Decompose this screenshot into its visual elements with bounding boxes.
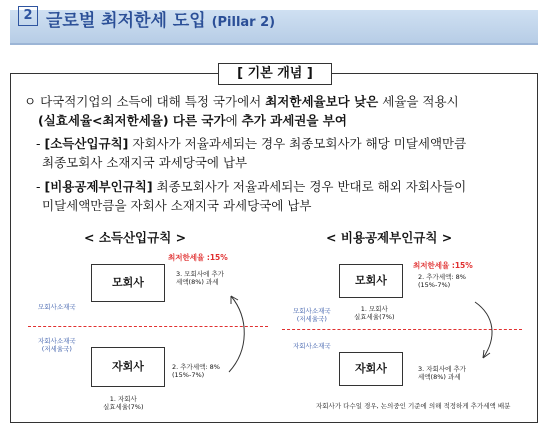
right-parent-country-1: 모회사소재국: [293, 307, 331, 315]
rule-text: 최종모회사가 저율과세되는 경우 반대로 해외 자회사들이: [152, 179, 467, 194]
right-parent-country: [293, 307, 331, 323]
dash-marker: -: [36, 179, 41, 194]
left-child-note-1: 2. 추가세액: 8%: [172, 363, 220, 371]
right-parent-note-1: 2. 추가세액: 8%: [418, 273, 466, 281]
concept-label: [ 기본 개념 ]: [218, 63, 332, 85]
right-parent-rate: [354, 305, 395, 321]
rule-item-2-line-2: 미달세액만큼을 자회사 소재지국 과세당국에 납부: [42, 198, 312, 213]
left-child-country-1: 자회사소재국: [38, 337, 76, 345]
left-child-rate-2: 실효세율(7%): [103, 403, 144, 412]
right-child-country: 자회사소재국: [293, 342, 331, 350]
rule-title: [소득산입규칙]: [44, 136, 129, 151]
left-child-rate: [103, 395, 144, 411]
right-min-rate: 최저한세율 :15%: [413, 261, 473, 270]
bullet-marker: ㅇ: [24, 94, 37, 109]
left-min-rate: 최저한세율 :15%: [168, 253, 228, 262]
rule-item-1-line-2: 최종모회사 소재지국 과세당국에 납부: [42, 155, 248, 170]
left-parent-note-1: 3. 모회사에 추가: [176, 270, 225, 278]
section-title-text: 글로벌 최저한세 도입: [46, 11, 206, 31]
left-parent-note-2: 세액(8%) 과세: [176, 278, 219, 287]
rule-item-1: [36, 134, 466, 152]
right-parent-note: [418, 273, 466, 289]
bullet-emphasis: (실효세율<최저한세율) 다른 국가: [38, 113, 226, 128]
bullet-emphasis: 최저한세율보다 낮은: [265, 94, 379, 109]
right-parent-note-2: (15%-7%): [418, 281, 451, 290]
right-child-box: 자회사: [339, 352, 403, 386]
bullet-emphasis: 추가 과세권을 부여: [241, 113, 347, 128]
left-arrow-up-icon: [215, 290, 255, 380]
right-parent-rate-1: 1. 모회사: [360, 305, 388, 313]
left-diagram-title: < 소득산입규칙 >: [84, 230, 187, 245]
bullet-text: 세율을 적용시: [378, 94, 459, 109]
right-child-note-2: 세액(8%) 과세: [418, 373, 461, 382]
right-child-note: [418, 365, 466, 381]
right-parent-country-2: (저세율국): [296, 315, 327, 324]
right-arrow-down-icon: [465, 298, 505, 364]
bullet-text: 다국적기업의 소득에 대해 특정 국가에서: [40, 94, 266, 109]
bullet-line-2: [38, 111, 347, 129]
left-child-country-2: (저세율국): [41, 345, 72, 354]
right-child-note-1: 3. 자회사에 추가: [418, 365, 467, 373]
rule-title: [비용공제부인규칙]: [44, 179, 153, 194]
left-child-note: [172, 363, 220, 379]
section-title: [46, 6, 275, 31]
rule-item-2: [36, 177, 466, 195]
right-footnote: 자회사가 다수일 경우, 논의중인 기준에 의해 적정하게 추가세액 배분: [316, 402, 511, 410]
left-child-rate-1: 1. 자회사: [109, 395, 137, 403]
dash-marker: -: [36, 136, 41, 151]
right-parent-box: 모회사: [339, 264, 403, 298]
left-parent-box: 모회사: [91, 264, 165, 302]
left-child-box: 자회사: [91, 347, 165, 387]
bullet-text: 에: [225, 113, 242, 128]
left-parent-country: 모회사소재국: [38, 303, 76, 311]
right-parent-rate-2: 실효세율(7%): [354, 313, 395, 322]
section-number: 2: [18, 6, 38, 26]
right-diagram-title: < 비용공제부인규칙 >: [326, 230, 453, 245]
bullet-line-1: [24, 92, 459, 110]
left-child-note-2: (15%-7%): [172, 371, 205, 380]
left-child-country: [38, 337, 76, 353]
rule-text: 자회사가 저율과세되는 경우 최종모회사가 해당 미달세액만큼: [128, 136, 467, 151]
left-parent-note: [176, 270, 224, 286]
section-subtitle: (Pillar 2): [211, 15, 276, 30]
